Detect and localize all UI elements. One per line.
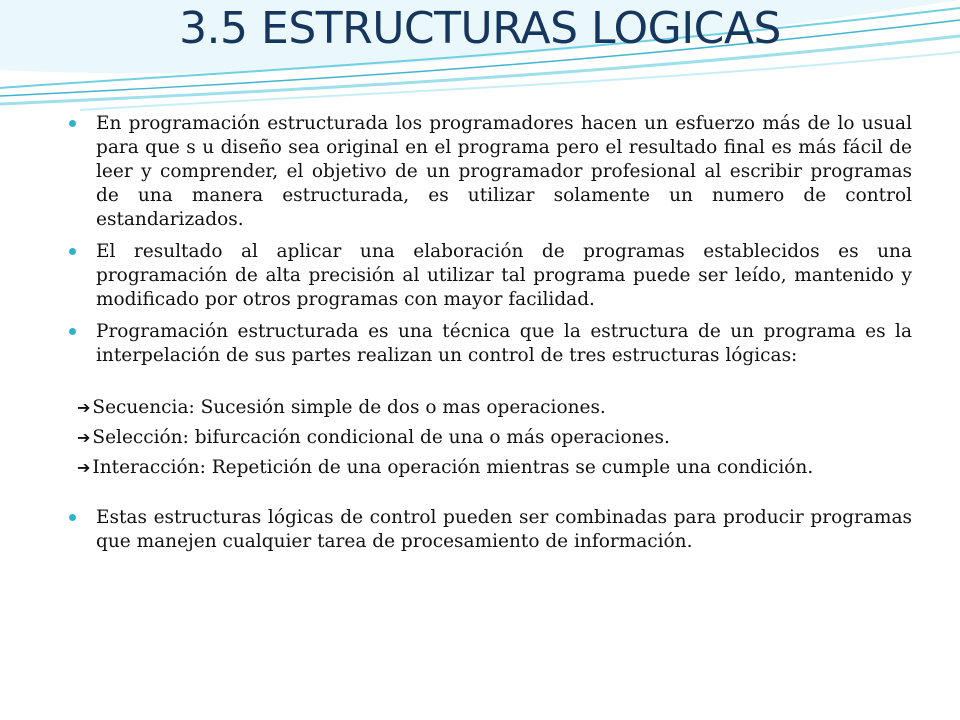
bullet-dot-icon — [69, 328, 76, 335]
bullet-item — [60, 112, 912, 232]
arrow-item — [77, 456, 912, 480]
bullet-item — [60, 320, 912, 368]
right-arrow-icon: ➔ — [77, 458, 91, 477]
slide-body — [60, 112, 912, 562]
bullet-text: Programación estructurada es una técnica que la estructura de un programa es la interpelación de sus partes realizan un control de tres estructuras lógicas: — [96, 321, 912, 366]
right-arrow-icon: ➔ — [77, 428, 91, 447]
arrow-item-text: Secuencia: Sucesión simple de dos o mas operaciones. — [92, 397, 606, 418]
right-arrow-icon: ➔ — [77, 398, 91, 417]
bullet-item — [60, 506, 912, 554]
arrow-item — [77, 396, 912, 420]
bullet-dot-icon — [69, 120, 76, 127]
bullet-dot-icon — [69, 248, 76, 255]
bullet-text: Estas estructuras lógicas de control pueden ser combinadas para producir programas que manejen cualquier tarea de procesamiento de información. — [96, 507, 912, 552]
bullet-item — [60, 240, 912, 312]
bullet-dot-icon — [69, 514, 76, 521]
arrow-item — [77, 426, 912, 450]
bullet-text: En programación estructurada los programadores hacen un esfuerzo más de lo usual para que s u diseño sea original en el programa pero el resultado final es más fácil de leer y comprender, el objetivo de un programador profesional al escribir programas de una manera estructurada, es utilizar solamente un numero de control estandarizados. — [96, 113, 912, 230]
arrow-item-text: Selección: bifurcación condicional de una o más operaciones. — [92, 427, 670, 448]
bullet-text: El resultado al aplicar una elaboración de programas establecidos es una programación de alta precisión al utilizar tal programa puede ser leído, mantenido y modificado por otros programas con mayor facilidad. — [96, 241, 912, 310]
slide-title: 3.5 ESTRUCTURAS LOGICAS — [179, 3, 781, 54]
arrow-item-text: Interacción: Repetición de una operación mientras se cumple una condición. — [92, 457, 814, 478]
